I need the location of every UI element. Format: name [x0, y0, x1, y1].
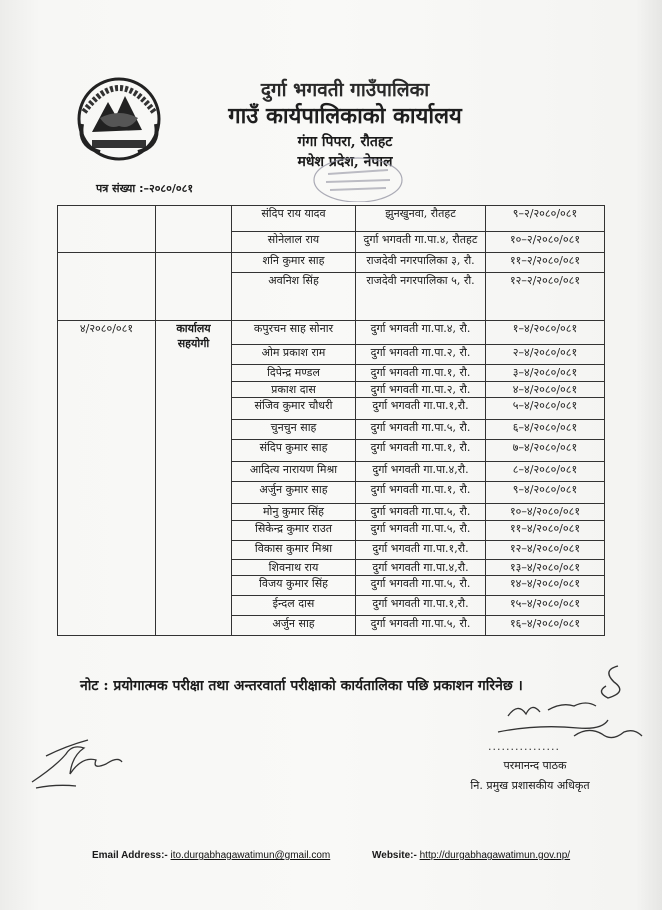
- candidate-name: चुनचुन साह: [232, 420, 356, 440]
- post-cell: [156, 206, 232, 253]
- candidate-address: दुर्गा भगवती गा.पा.१, रौ.: [356, 365, 486, 382]
- candidate-name: अर्जुन साह: [232, 616, 356, 636]
- roll-number: १०–४/२०८०/०८१: [486, 504, 605, 521]
- candidate-address: दुर्गा भगवती गा.पा.५, रौ.: [356, 504, 486, 521]
- roll-number: १४–४/२०८०/०८१: [486, 576, 605, 596]
- reference-number: पत्र संख्या :–२०८०/०८१: [96, 182, 194, 195]
- candidate-name: आदित्य नारायण मिश्रा: [232, 462, 356, 482]
- candidate-address: दुर्गा भगवती गा.पा.१,रौ.: [356, 596, 486, 616]
- post-cell: कार्यालय सहयोगी: [156, 321, 232, 636]
- candidate-name: ईन्दल दास: [232, 596, 356, 616]
- footer-email: [92, 850, 330, 861]
- roll-number: १३–४/२०८०/०८१: [486, 560, 605, 576]
- candidate-address: राजदेवी नगरपालिका ५, रौ.: [356, 273, 486, 321]
- candidate-address: दुर्गा भगवती गा.पा.५, रौ.: [356, 521, 486, 541]
- roll-number: ६–४/२०८०/०८१: [486, 420, 605, 440]
- roll-number: १६–४/२०८०/०८१: [486, 616, 605, 636]
- signatory-name: परमानन्द पाठक: [503, 759, 567, 772]
- email-link[interactable]: ito.durgabhagawatimun@gmail.com: [170, 850, 331, 861]
- roll-number: १०–२/२०८०/०८१: [486, 232, 605, 253]
- roll-number: २–४/२०८०/०८१: [486, 345, 605, 365]
- signature-line: ................: [488, 740, 560, 753]
- municipality-name: दुर्गा भगवती गाउँपालिका: [260, 79, 430, 101]
- roll-number: ९–४/२०८०/०८१: [486, 482, 605, 504]
- office-location: गंगा पिपरा, रौतहट: [297, 134, 393, 150]
- candidate-name: संदिप कुमार साह: [232, 440, 356, 462]
- candidate-address: दुर्गा भगवती गा.पा.१,रौ.: [356, 541, 486, 560]
- candidate-address: दुर्गा भगवती गा.पा.५, रौ.: [356, 616, 486, 636]
- website-link[interactable]: http://durgabhagawatimun.gov.np/: [419, 850, 571, 861]
- signatory-title: नि. प्रमुख प्रशासकीय अधिकृत: [470, 779, 590, 792]
- note-label: नोट :: [80, 678, 109, 694]
- ad-number-cell: [58, 253, 156, 321]
- roll-number: ९–२/२०८०/०८१: [486, 206, 605, 232]
- candidate-address: दुर्गा भगवती गा.पा.४,रौ.: [356, 560, 486, 576]
- roll-number: ७–४/२०८०/०८१: [486, 440, 605, 462]
- candidate-address: दुर्गा भगवती गा.पा.५, रौ.: [356, 420, 486, 440]
- note-text: प्रयोगात्मक परीक्षा तथा अन्तरवार्ता परीक्षाको कार्यतालिका पछि प्रकाशन गरिनेछ ।: [113, 678, 523, 694]
- candidate-name: शिवनाथ राय: [232, 560, 356, 576]
- candidate-name: अर्जुन कुमार साह: [232, 482, 356, 504]
- results-table: [57, 205, 605, 636]
- candidate-name: ओम प्रकाश राम: [232, 345, 356, 365]
- candidate-name: सिकेन्द्र कुमार राउत: [232, 521, 356, 541]
- post-cell: [156, 253, 232, 321]
- roll-number: ११–२/२०८०/०८१: [486, 253, 605, 273]
- roll-number: ८–४/२०८०/०८१: [486, 462, 605, 482]
- candidate-name: सोनेलाल राय: [232, 232, 356, 253]
- candidate-name: विकास कुमार मिश्रा: [232, 541, 356, 560]
- roll-number: १२–४/२०८०/०८१: [486, 541, 605, 560]
- table-row: [58, 206, 605, 232]
- candidate-name: अवनिश सिंह: [232, 273, 356, 321]
- footer-website: [372, 850, 570, 861]
- candidate-name: संजिव कुमार चौधरी: [232, 398, 356, 420]
- note: [80, 676, 523, 695]
- table-row: [58, 321, 605, 345]
- handwritten-signature-left: [26, 726, 136, 796]
- roll-number: ३–४/२०८०/०८१: [486, 365, 605, 382]
- candidate-address: झुनखुनवा, रौतहट: [356, 206, 486, 232]
- candidate-address: दुर्गा भगवती गा.पा.१, रौ.: [356, 482, 486, 504]
- office-stamp-icon: [308, 150, 408, 202]
- candidate-address: दुर्गा भगवती गा.पा.१,रौ.: [356, 398, 486, 420]
- candidate-name: प्रकाश दास: [232, 382, 356, 398]
- candidate-name: संदिप राय यादव: [232, 206, 356, 232]
- candidate-address: दुर्गा भगवती गा.पा.४,रौ.: [356, 462, 486, 482]
- candidate-name: दिपेन्द्र मण्डल: [232, 365, 356, 382]
- candidate-address: दुर्गा भगवती गा.पा.५, रौ.: [356, 576, 486, 596]
- roll-number: ११–४/२०८०/०८१: [486, 521, 605, 541]
- website-label: Website:-: [372, 850, 417, 861]
- roll-number: १५–४/२०८०/०८१: [486, 596, 605, 616]
- candidate-address: दुर्गा भगवती गा.पा.२, रौ.: [356, 382, 486, 398]
- roll-number: ५–४/२०८०/०८१: [486, 398, 605, 420]
- roll-number: ४–४/२०८०/०८१: [486, 382, 605, 398]
- candidate-name: शनि कुमार साह: [232, 253, 356, 273]
- candidate-address: दुर्गा भगवती गा.पा.२, रौ.: [356, 345, 486, 365]
- ad-number-cell: ४/२०८०/०८१: [58, 321, 156, 636]
- ad-number-cell: [58, 206, 156, 253]
- nepal-emblem-icon: [70, 72, 168, 162]
- candidate-name: विजय कुमार सिंह: [232, 576, 356, 596]
- candidate-address: दुर्गा भगवती गा.पा.४, रौतहट: [356, 232, 486, 253]
- candidate-name: कपुरचन साह सोनार: [232, 321, 356, 345]
- office-name: गाउँ कार्यपालिकाको कार्यालय: [228, 103, 462, 129]
- candidate-address: दुर्गा भगवती गा.पा.४, रौ.: [356, 321, 486, 345]
- province-country: मधेश प्रदेश, नेपाल: [297, 154, 393, 170]
- roll-number: १–४/२०८०/०८१: [486, 321, 605, 345]
- candidate-name: मोनु कुमार सिंह: [232, 504, 356, 521]
- candidate-address: राजदेवी नगरपालिका ३, रौ.: [356, 253, 486, 273]
- email-label: Email Address:-: [92, 850, 168, 861]
- roll-number: १२–२/२०८०/०८१: [486, 273, 605, 321]
- table-row: [58, 253, 605, 273]
- candidate-address: दुर्गा भगवती गा.पा.१, रौ.: [356, 440, 486, 462]
